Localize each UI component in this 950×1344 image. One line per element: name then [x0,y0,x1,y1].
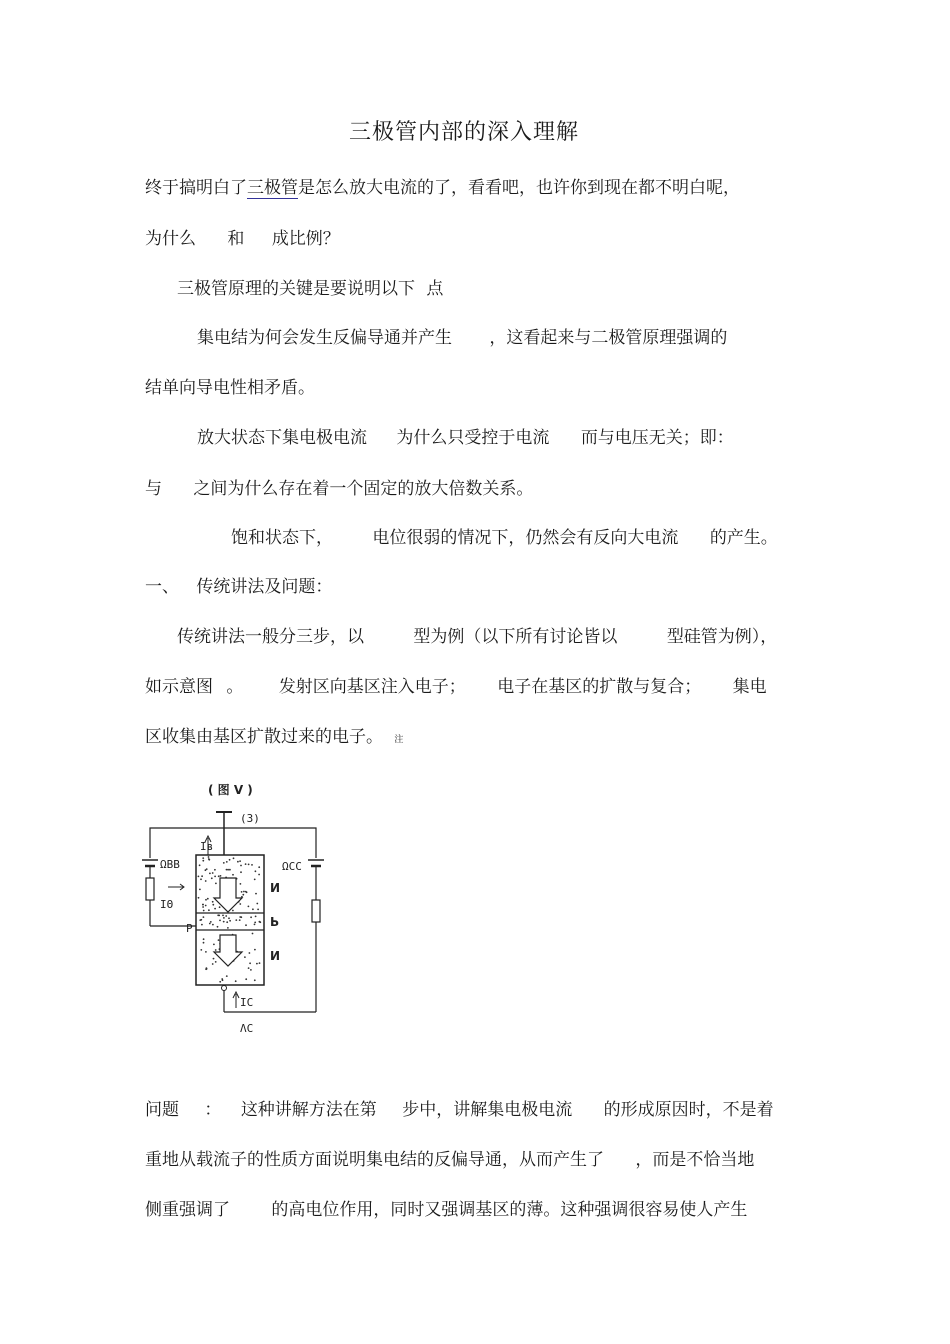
carrier-dot [212,963,214,965]
carrier-dot [199,864,201,866]
paragraph-intro-line1 [145,178,740,198]
text-segment: 的高电位作用，同时又强调基区的薄。这种强调很容易使人产生 [271,1200,748,1220]
text-segment: 和 [227,229,245,249]
text-segment: 。 [226,677,244,697]
p-label: P [186,922,193,935]
carrier-dot [255,870,257,872]
carrier-dot [252,933,254,935]
carrier-dot [242,894,244,896]
n-region-bottom-label: И [270,949,281,963]
carrier-dot [251,864,253,866]
carrier-dot [214,908,216,910]
carrier-dot [256,903,258,905]
carrier-dot [258,874,260,876]
carrier-dot [202,906,204,908]
carrier-dot [241,891,243,893]
carrier-dot [215,961,217,963]
carrier-dot [252,908,254,910]
text-segment: 集电结为何会发生反偏导通并产生 [197,328,452,348]
point-2-line2 [145,479,533,499]
carrier-dot [258,866,260,868]
text-segment: 侧重强调了 [145,1200,230,1220]
carrier-dot [237,861,239,863]
text-segment: 区收集由基区扩散过来的电子。 [145,727,383,747]
carrier-dot [208,856,210,858]
ic-label: IC [240,996,254,1009]
carrier-dot [243,891,245,893]
transistor-link[interactable]: 三极管 [247,178,298,198]
carrier-dot [255,893,257,895]
carrier-dot [248,906,250,908]
text-segment: 这种讲解方法在第 [240,1100,377,1120]
carrier-dot [228,917,230,919]
text-segment: ，这看起来与二极管原理强调的 [489,328,728,348]
carrier-dot [255,916,257,918]
top-terminal-label: (3) [240,812,260,825]
carrier-dot [229,869,231,871]
carrier-dot [240,871,242,873]
carrier-dot [249,962,251,964]
carrier-dot [256,963,258,965]
carrier-dot [244,956,246,958]
carrier-dot [254,924,256,926]
carrier-dot [245,978,247,980]
text-segment: 为什么只受控于电流 [396,428,550,448]
bottom-terminal-label: ΛC [240,1022,254,1035]
carrier-dot [209,873,211,875]
carrier-dot [218,875,220,877]
carrier-dot [245,924,247,926]
carrier-dot [239,919,241,921]
n-region-top-label: И [270,881,281,895]
carrier-dot [249,952,251,954]
section-title: 传统讲法及问题： [196,577,333,597]
carrier-dot [219,920,221,922]
carrier-dot [245,891,247,893]
carrier-dot [205,899,207,901]
carrier-dot [245,863,247,865]
section-heading-1 [145,577,332,597]
carrier-dot [240,883,242,885]
carrier-dot [219,981,221,983]
text-segment: 为什么 [145,229,196,249]
ib-label: Iʙ [200,840,214,853]
text-segment: 型为例（以下所有讨论皆以 [413,627,618,647]
text-segment: 放大状态下集电极电流 [197,428,367,448]
text-segment: 的产生。 [709,528,778,548]
carrier-dot [211,877,213,879]
carrier-dot [254,949,256,951]
carrier-dot [207,898,209,900]
text-segment: 重地从载流子的性质方面说明集电结的反偏导通，从而产生了 [145,1150,604,1170]
carrier-dot [218,939,220,941]
carrier-dot [232,910,234,912]
carrier-dot [226,975,228,977]
carrier-dot [254,879,256,881]
carrier-dot [218,915,220,917]
traditional-line1 [177,627,777,647]
carrier-dot [248,864,250,866]
intro-text-start: 终于搞明白了 [145,178,247,198]
figure-caption: ( 图 V ) [208,783,253,797]
traditional-line3 [145,727,403,750]
carrier-dot [217,926,219,928]
carrier-dot [223,921,225,923]
carrier-dot [201,924,203,926]
carrier-dot [212,904,214,906]
carrier-dot [198,897,200,899]
carrier-dot [250,969,252,971]
carrier-dot [226,869,228,871]
problem-line3 [145,1200,747,1220]
carrier-dot [250,916,252,918]
carrier-dot [209,923,211,925]
carrier-dot [202,857,204,859]
carrier-dot [214,869,216,871]
carrier-dot [213,958,215,960]
text-segment: 饱和状态下， [231,528,333,548]
text-segment: 发射区向基区注入电子； [278,677,466,697]
text-segment: 而与电压无关；即： [580,428,734,448]
carrier-dot [225,915,227,917]
text-segment: 成比例？ [271,229,340,249]
carrier-dot [259,962,261,964]
problem-line1 [145,1100,774,1120]
text-segment: 电位很弱的情况下，仍然会有反向大电流 [372,528,679,548]
text-segment: 问题 [145,1100,179,1120]
carrier-dot [254,922,256,924]
carrier-dot [202,860,204,862]
text-segment: 如示意图 [145,677,213,697]
carrier-dot [208,858,210,860]
transistor-diagram [140,780,340,1040]
carrier-dot [205,880,207,882]
point-2-line1 [197,428,734,448]
carrier-dot [203,942,205,944]
ie-label: IΘ [160,898,174,911]
text-segment: 三极管原理的关键是要说明以下 [177,279,415,299]
vbb-label: ΩBB [160,858,180,871]
carrier-dot [229,920,231,922]
carrier-dot [199,889,201,891]
point-3 [231,528,778,548]
carrier-dot [233,857,235,859]
carrier-dot [208,909,210,911]
carrier-dot [210,921,212,923]
point-1-line1 [197,328,727,348]
carrier-dot [222,915,224,917]
carrier-dot [212,872,214,874]
text-segment: 传统讲法一般分三步，以 [177,627,364,647]
point-1-line2: 结单向导电性相矛盾。 [145,378,315,398]
text-segment: 点 [426,279,444,299]
page-title: 三极管内部的深入理解 [349,120,580,145]
carrier-dot [219,906,221,908]
footnote-marker: 注 [394,735,404,745]
carrier-dot [203,916,205,918]
carrier-dot [212,901,214,903]
text-segment: ： [204,1100,222,1120]
key-points-intro [177,279,443,299]
text-segment: 与 [145,479,162,499]
problem-line2 [145,1150,754,1170]
intro-text-end: 是怎么放大电流的了，看看吧，也许你到现在都不明白呢， [298,178,740,198]
carrier-dot [232,874,234,876]
paragraph-intro-line2 [145,229,340,249]
carrier-dot [203,938,205,940]
section-number: 一、 [145,577,179,597]
text-segment: 的形成原因时，不是着 [603,1100,774,1120]
carrier-dot [239,860,241,862]
carrier-dot [200,949,202,951]
carrier-dot [223,917,225,919]
text-segment: ，而是不恰当地 [635,1150,755,1170]
text-segment: 集电 [732,677,767,697]
carrier-dot [226,861,228,863]
carrier-dot [227,927,229,929]
carrier-dot [198,876,200,878]
carrier-dot [203,910,205,912]
carrier-dot [201,875,203,877]
carrier-dot [223,862,225,864]
carrier-dot [202,904,204,906]
carrier-dot [239,903,241,905]
carrier-dot [257,909,259,911]
carrier-dot [240,916,242,918]
carrier-dot [259,921,261,923]
carrier-dot [200,878,202,880]
carrier-dot [220,875,222,877]
carrier-dot [213,944,215,946]
text-segment: 电子在基区的扩散与复合； [497,677,702,697]
carrier-dot [227,869,229,871]
carrier-dot [214,876,216,878]
base-region-label: Ь [270,915,280,929]
text-segment: 之间为什么存在着一个固定的放大倍数关系。 [193,479,534,499]
carrier-dot [205,951,207,953]
carrier-dot [215,949,217,951]
carrier-dot [240,865,242,867]
text-segment: 步中，讲解集电极电流 [402,1100,573,1120]
carrier-dot [212,924,214,926]
carrier-dot [215,883,217,885]
text-segment: 型硅管为例）， [666,627,778,647]
carrier-dot [235,919,237,921]
carrier-dot [221,978,223,980]
vcc-label: ΩCC [282,860,302,873]
carrier-dot [206,967,208,969]
carrier-dot [229,859,231,861]
carrier-dot [205,905,207,907]
traditional-line2 [145,677,767,697]
carrier-dot [248,967,250,969]
carrier-dot [254,979,256,981]
carrier-dot [206,868,208,870]
carrier-dot [199,919,201,921]
carrier-dot [226,921,228,923]
carrier-dot [235,980,237,982]
